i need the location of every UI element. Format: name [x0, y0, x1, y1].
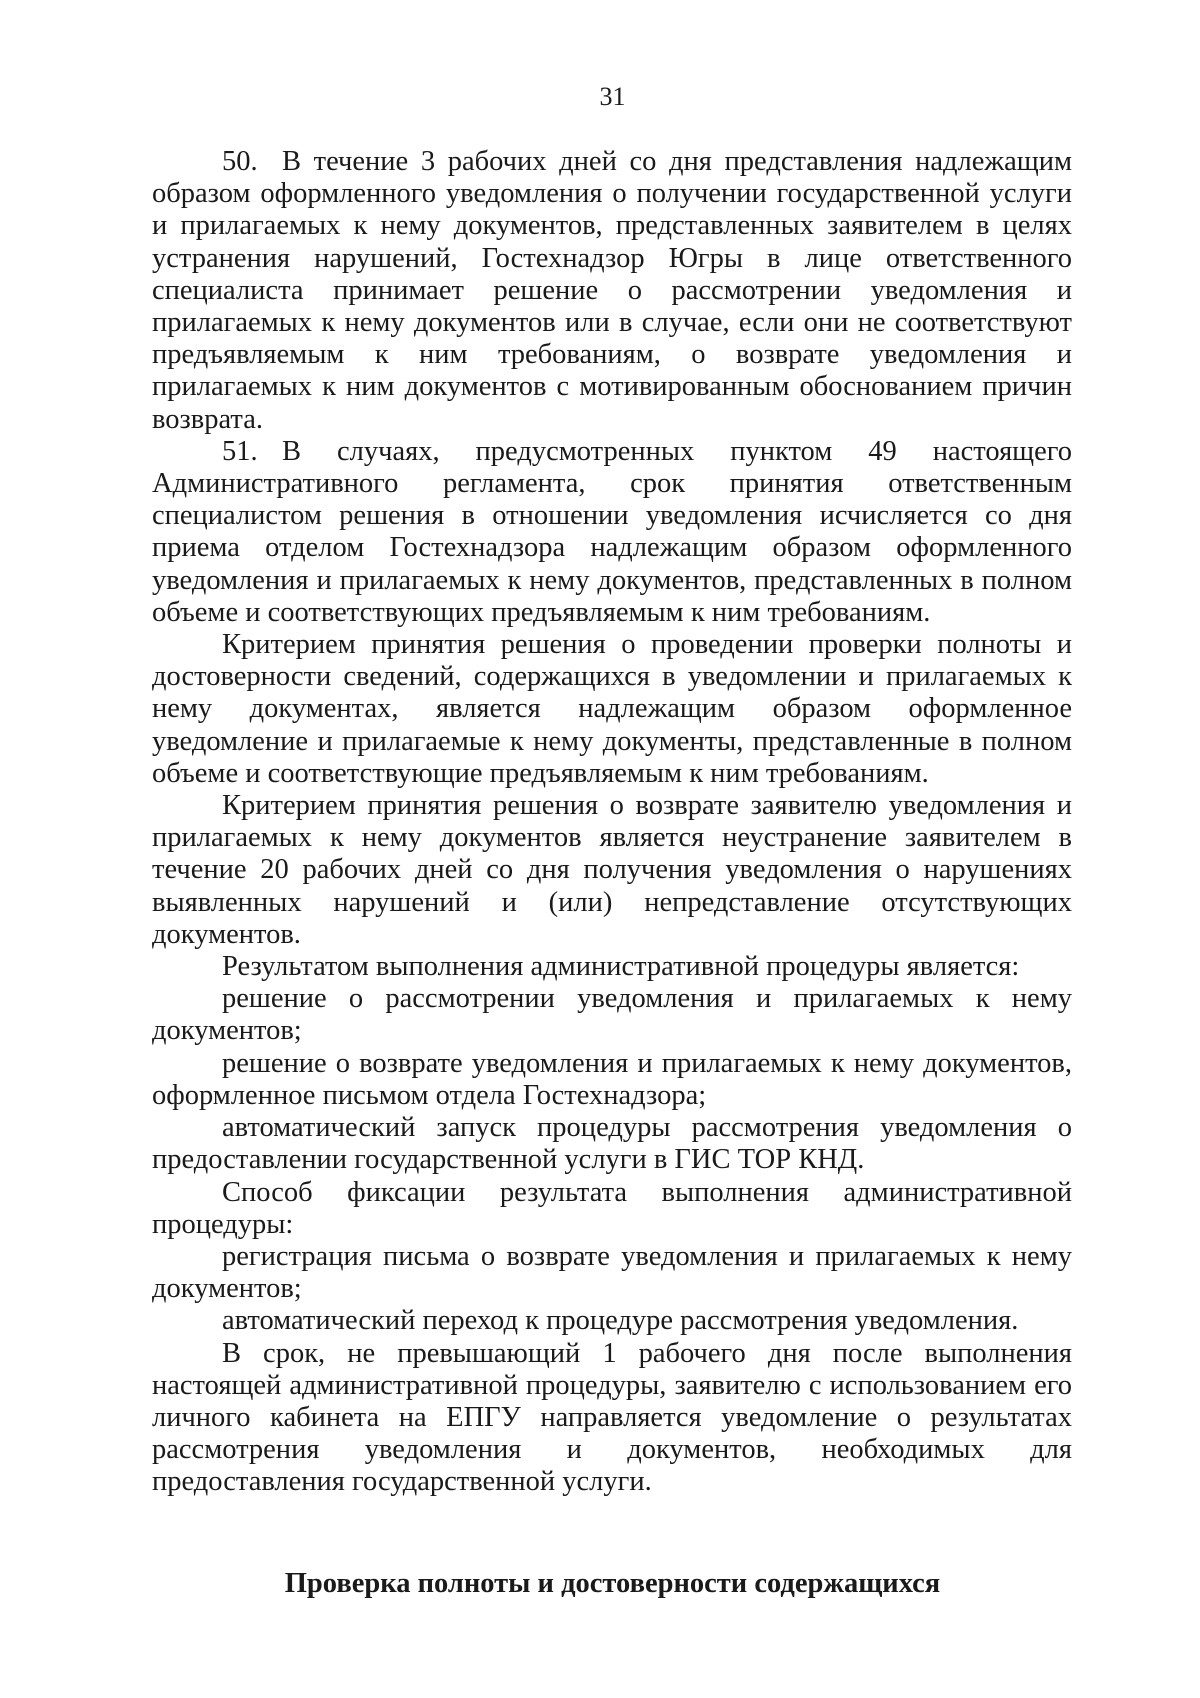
paragraph: решение о рассмотрении уведомления и прилагаемых к нему документов;: [152, 983, 1072, 1047]
document-body: [152, 146, 1072, 1499]
paragraph: В срок, не превышающий 1 рабочего дня после выполнения настоящей административной процедуры, заявителю с использованием его личного кабинета на ЕПГУ направляется уведомление о результатах рассмотрения уведомления и документов, необходимых для предоставления государственной услуги.: [152, 1337, 1072, 1498]
paragraph: решение о возврате уведомления и прилагаемых к нему документов, оформленное письмом отдела Гостехнадзора;: [152, 1047, 1072, 1111]
paragraph-text: В течение 3 рабочих дней со дня представления надлежащим образом оформленного уведомления о получении государственной услуги и прилагаемых к нему документов, представленных заявителем в целях устранения нарушений, Гостехнадзор Югры в лице ответственного специалиста принимает решение о рассмотрении уведомления и прилагаемых к нему документов или в случае, если они не соответствуют предъявляемым к ним требованиям, о возврате уведомления и прилагаемых к ним документов с мотивированным обоснованием причин возврата.: [152, 146, 1072, 435]
paragraph-number: 50.: [222, 146, 258, 177]
paragraph: автоматический переход к процедуре рассмотрения уведомления.: [222, 1305, 1019, 1337]
paragraph: регистрация письма о возврате уведомления и прилагаемых к нему документов;: [152, 1240, 1072, 1305]
paragraph-number: 51.: [222, 435, 258, 467]
paragraph: Результатом выполнения административной процедуры является:: [222, 951, 1020, 983]
paragraph: автоматический запуск процедуры рассмотрения уведомления о предоставлении государственной услуги в ГИС ТОР КНД.: [152, 1112, 1072, 1176]
section-heading: Проверка полноты и достоверности содержащихся: [284, 1568, 941, 1599]
paragraph: Критерием принятия решения о проведении проверки полноты и достоверности сведений, содержащихся в уведомлении и прилагаемых к нему документах, является надлежащим образом оформленное уведомление и прилагаемые к нему документы, представленные в полном объеме и соответствующие предъявляемым к ним требованиям.: [152, 629, 1072, 789]
paragraph: Способ фиксации результата выполнения административной процедуры:: [152, 1176, 1072, 1240]
paragraph-51: [152, 436, 1072, 629]
paragraph-50: [152, 146, 1072, 436]
paragraph: Критерием принятия решения о возврате заявителю уведомления и прилагаемых к нему документов является неустранение заявителем в течение 20 рабочих дней со дня получения уведомления о нарушениях выявленных нарушений и (или) непредставление отсутствующих документов.: [152, 790, 1072, 950]
page-number: 31: [599, 82, 626, 111]
paragraph-text: В случаях, предусмотренных пунктом 49 настоящего Административного регламента, срок принятия ответственным специалистом решения в отношении уведомления исчисляется со дня приема отделом Гостехнадзора надлежащим образом оформленного уведомления и прилагаемых к нему документов, представленных в полном объеме и соответствующих предъявляемым к ним требованиям.: [152, 435, 1072, 628]
